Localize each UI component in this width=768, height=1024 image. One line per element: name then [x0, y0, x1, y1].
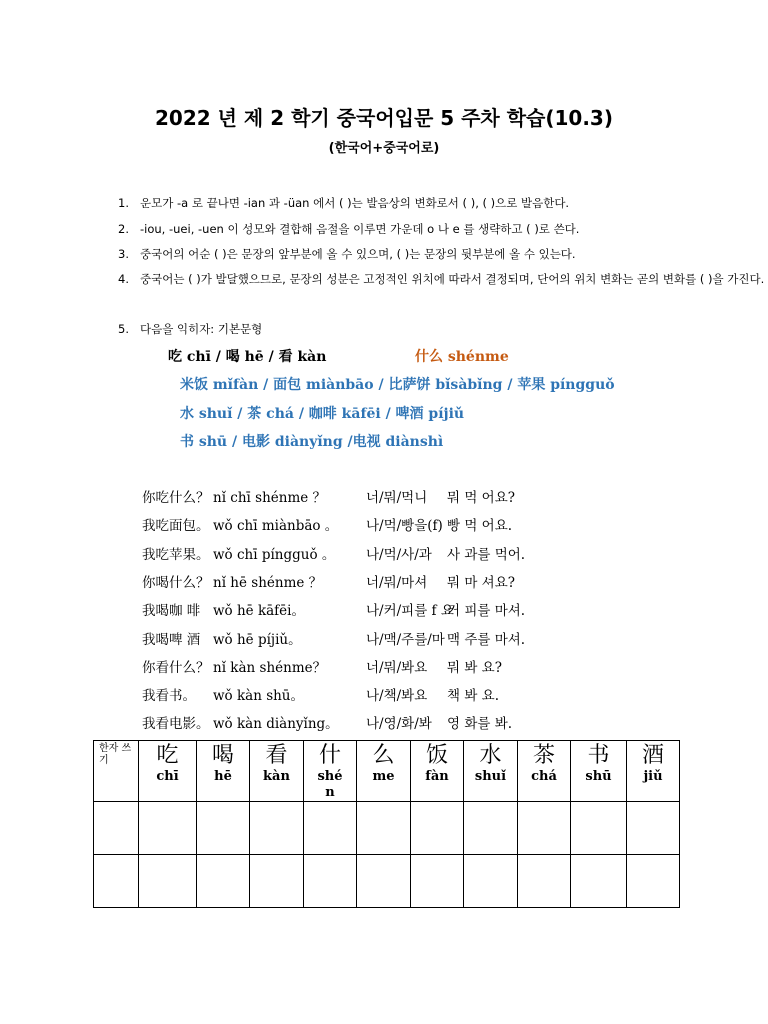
grid-writing-cell[interactable] [197, 855, 250, 908]
grid-writing-cell[interactable] [518, 802, 571, 855]
grid-pinyin: fàn [425, 769, 449, 784]
sentence-gloss: 나/먹/빵을(f) [366, 518, 443, 534]
sentence-gloss: 너/뭐/마셔 [366, 575, 428, 591]
sentence-gloss: 너/뭐/먹니 [366, 490, 428, 506]
question-text: -iou, -uei, -uen 이 성모와 결합해 음절을 이루면 가운데 o 나 e 를 생략하고 ( )로 쓴다. [140, 222, 580, 236]
vocab-media: 书 shū / 电影 diànyǐng /电视 diànshì [180, 434, 444, 450]
sentence-pinyin: wǒ kàn diànyǐng。 [213, 716, 339, 732]
grid-header-cell [250, 741, 304, 802]
vocab-drinks: 水 shuǐ / 茶 chá / 咖啡 kāfēi / 啤酒 píjiǔ [180, 406, 465, 422]
grid-writing-cell[interactable] [250, 855, 304, 908]
question-3 [118, 246, 576, 262]
sentence-chinese: 我看书。 [142, 688, 196, 704]
grid-writing-cell[interactable] [464, 802, 518, 855]
sentence-gloss: 너/뭐/봐요 [366, 660, 428, 676]
grid-hanzi: 茶 [532, 743, 555, 768]
question-number: 2. [118, 222, 129, 236]
question-text: 중국어는 ( )가 발달했으므로, 문장의 성분은 고정적인 위치에 따라서 결정되며, 단어의 위치 변화는 곧의 변화를 ( )을 가진다. [140, 272, 765, 286]
sentence-chinese: 你吃什么？ [142, 490, 210, 506]
grid-pinyin: shū [585, 769, 612, 784]
sentence-pinyin: nǐ hē shénme ？ [213, 575, 323, 591]
sentence-chinese: 你喝什么？ [142, 575, 210, 591]
grid-writing-cell[interactable] [250, 802, 304, 855]
page-subtitle: (한국어+중국어로) [328, 141, 440, 156]
grid-pinyin: chī [156, 769, 179, 784]
sentence-translation: 사 과를 먹어. [447, 547, 526, 563]
sentence-row [142, 486, 562, 506]
sentence-gloss: 나/영/화/봐 [366, 716, 432, 732]
grid-pinyin: hē [214, 769, 232, 784]
grid-writing-cell[interactable] [139, 855, 197, 908]
grid-pinyin: jiǔ [643, 769, 663, 784]
question-number: 5. [118, 322, 129, 336]
grid-writing-cell[interactable] [571, 855, 627, 908]
question-1 [118, 195, 569, 211]
sentence-row [142, 599, 562, 619]
grid-header-cell [304, 741, 357, 802]
grid-header-cell [627, 741, 680, 802]
grid-writing-cell[interactable] [357, 802, 411, 855]
question-4 [118, 271, 764, 287]
sentence-gloss: 나/커/피를 f 요 [366, 603, 454, 619]
sentence-gloss: 나/맥/주를/마 [366, 632, 445, 648]
grid-hanzi: 么 [372, 743, 395, 768]
grid-header-cell [571, 741, 627, 802]
sentence-translation: 맥 주를 마셔. [447, 632, 526, 648]
grid-writing-cell[interactable] [304, 802, 357, 855]
grid-writing-row [94, 802, 680, 855]
page-title: 2022 년 제 2 학기 중국어입문 5 주차 학습(10.3) [155, 106, 613, 130]
grid-writing-cell[interactable] [94, 855, 139, 908]
grid-corner-label: 한자 쓰기 [99, 743, 132, 766]
grid-corner-cell [94, 741, 139, 802]
grid-writing-cell[interactable] [304, 855, 357, 908]
grid-header-cell [139, 741, 197, 802]
grid-hanzi: 什 [318, 743, 341, 768]
question-number: 4. [118, 272, 129, 286]
grid-writing-cell[interactable] [94, 802, 139, 855]
sentence-pinyin: wǒ hē kāfēi。 [213, 603, 305, 619]
vocab-verbs: 吃 chī / 喝 hē / 看 kàn [168, 349, 327, 365]
sentence-chinese: 我看电影。 [142, 716, 210, 732]
question-number: 3. [118, 247, 129, 261]
sentence-row [142, 514, 562, 534]
grid-header-row [94, 741, 680, 802]
sentence-pinyin: wǒ chī píngguǒ 。 [213, 547, 336, 563]
vocab-food: 米饭 mǐfàn / 面包 miànbāo / 比萨饼 bǐsàbǐng / 苹果 píngguǒ [180, 377, 615, 393]
grid-writing-cell[interactable] [411, 855, 464, 908]
sentence-translation: 뭐 마 셔요? [447, 575, 515, 591]
grid-hanzi: 酒 [641, 743, 664, 768]
grid-hanzi: 水 [479, 743, 502, 768]
grid-writing-cell[interactable] [464, 855, 518, 908]
sentence-translation: 뭐 봐 요? [447, 660, 502, 676]
sentence-translation: 뭐 먹 어요? [447, 490, 515, 506]
grid-header-cell [357, 741, 411, 802]
sentence-chinese: 你看什么？ [142, 660, 210, 676]
grid-writing-cell[interactable] [357, 855, 411, 908]
grid-header-cell [464, 741, 518, 802]
grid-pinyin: chá [531, 769, 557, 784]
grid-pinyin: kàn [263, 769, 290, 784]
sentence-row [142, 628, 562, 648]
question-2 [118, 221, 579, 237]
grid-writing-cell[interactable] [197, 802, 250, 855]
sentence-row [142, 712, 562, 732]
sentence-pinyin: wǒ hē píjiǔ。 [213, 632, 302, 648]
grid-hanzi: 书 [587, 743, 610, 768]
sentence-row [142, 543, 562, 563]
sentence-translation: 빵 먹 어요. [447, 518, 513, 534]
grid-hanzi: 看 [265, 743, 288, 768]
sentence-translation: 책 봐 요. [447, 688, 499, 704]
hanzi-writing-grid [93, 740, 680, 908]
grid-header-cell [518, 741, 571, 802]
grid-header-cell [197, 741, 250, 802]
question-text: 다음을 익히자: 기본문형 [140, 322, 263, 336]
question-text: 중국어의 어순 ( )은 문장의 앞부분에 올 수 있으며, ( )는 문장의 뒷부분에 올 수 있는다. [140, 247, 576, 261]
sentence-chinese: 我吃面包。 [142, 518, 210, 534]
sentence-gloss: 나/먹/사/과 [366, 547, 432, 563]
grid-writing-cell[interactable] [627, 802, 680, 855]
grid-writing-cell[interactable] [627, 855, 680, 908]
grid-writing-cell[interactable] [139, 802, 197, 855]
sentence-row [142, 656, 562, 676]
grid-hanzi: 饭 [425, 743, 448, 768]
sentence-pinyin: wǒ chī miànbāo 。 [213, 518, 339, 534]
sentence-chinese: 我吃苹果。 [142, 547, 210, 563]
sentence-translation: 영 화를 봐. [447, 716, 513, 732]
question-number: 1. [118, 196, 129, 210]
grid-pinyin: me [372, 769, 395, 784]
grid-header-cell [411, 741, 464, 802]
grid-pinyin: shé n [317, 769, 343, 800]
sentence-chinese: 我喝啤 酒 [142, 632, 201, 648]
grid-writing-cell[interactable] [518, 855, 571, 908]
question-text: 운모가 -a 로 끝나면 -ian 과 -üan 에서 ( )는 발음상의 변화로서 ( ), ( )으로 발음한다. [140, 196, 570, 210]
grid-hanzi: 喝 [211, 743, 234, 768]
sentence-chinese: 我喝咖 啡 [142, 603, 201, 619]
sentence-pinyin: nǐ kàn shénme？ [213, 660, 327, 676]
sentence-translation: 커 피를 마셔. [447, 603, 526, 619]
sentence-row [142, 571, 562, 591]
vocab-question-word: 什么 shénme [415, 349, 509, 365]
grid-writing-cell[interactable] [411, 802, 464, 855]
grid-hanzi: 吃 [156, 743, 179, 768]
grid-pinyin: shuǐ [474, 769, 507, 784]
sentence-row [142, 684, 562, 704]
grid-writing-row [94, 855, 680, 908]
sentence-pinyin: nǐ chī shénme ？ [213, 490, 327, 506]
sentence-gloss: 나/책/봐요 [366, 688, 428, 704]
sentence-pinyin: wǒ kàn shū。 [213, 688, 305, 704]
question-5 [118, 321, 262, 337]
grid-writing-cell[interactable] [571, 802, 627, 855]
